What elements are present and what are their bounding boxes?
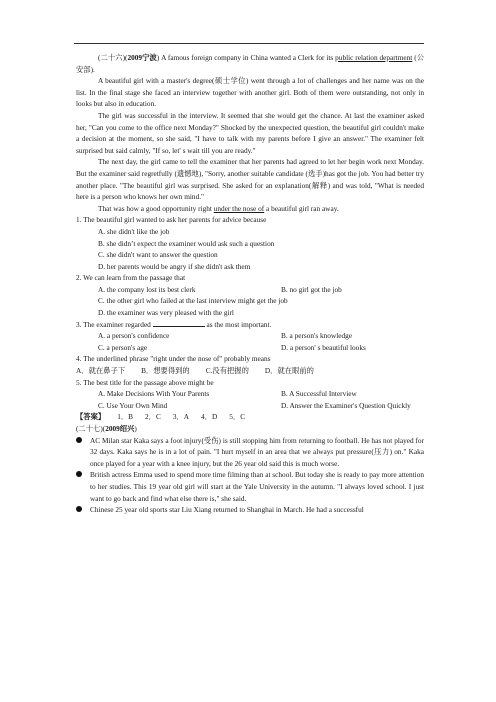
question-4-option-b: B．想要得到的 bbox=[141, 366, 190, 376]
answer-1: 1．B bbox=[117, 412, 133, 422]
top-divider bbox=[74, 43, 424, 44]
paragraph-4-end: a beautiful girl ran away. bbox=[264, 203, 339, 213]
question-4-option-c: C.没有把握的 bbox=[205, 366, 249, 376]
question-4-option-d: D．就在眼前的 bbox=[264, 366, 314, 376]
question-2-option-b: B. no girl got the job bbox=[281, 284, 342, 294]
bullet-icon bbox=[76, 437, 82, 443]
answer-4: 4．D bbox=[201, 412, 218, 422]
title-underlined: public relation department bbox=[335, 53, 413, 62]
paragraph-3: The next day, the girl came to tell the examiner that her parents had agreed to let her begin work next Monday. But the examiner said regretfully (遗憾地), "Sorry, another suitable candidate (选手)has got the job. You had better try another place. "The beautiful girl was surprised. She asked for an explanation(解释) and was told, "What is needed here is a person who knows her own mind." bbox=[76, 157, 424, 202]
paragraph-4-text: That was how a good opportunity right bbox=[98, 203, 214, 213]
answer-key bbox=[76, 411, 424, 423]
question-2-option-d: D. the examiner was very pleased with the girl bbox=[98, 308, 234, 318]
passage-27-title bbox=[76, 423, 424, 435]
underlined-phrase: under the nose of bbox=[213, 203, 265, 213]
paragraph-4 bbox=[76, 203, 424, 215]
title-suffix: (公安部). bbox=[76, 53, 424, 74]
question-5-row-ab bbox=[76, 388, 424, 400]
question-3-stem bbox=[76, 319, 424, 331]
question-5-option-d: D. Answer the Examiner's Question Quickly bbox=[281, 400, 411, 410]
title-suffix: ) bbox=[134, 424, 137, 433]
title-text: ) A famous foreign company in China wanted a Clerk for its bbox=[156, 53, 336, 62]
paragraph-1: A beautiful girl with a master's degree(硕士学位) went through a lot of challenges and her name was on the list. In the final stage she faced an interview together with another girl. Both of them were outstanding, not only in looks but also in education. bbox=[76, 76, 424, 109]
title-prefix: (二十七)( bbox=[76, 424, 106, 433]
answer-label: 【答案】 bbox=[76, 412, 106, 422]
question-5-row-cd bbox=[76, 400, 424, 412]
question-3-option-c: C. a person's age bbox=[98, 342, 148, 352]
bullet-icon bbox=[76, 471, 82, 477]
title-year: 2009绍兴 bbox=[105, 424, 135, 433]
bullet-text: British actress Emma used to spend more time filming than at school. But today she is ready to pay more attention to her studies. This 19 year old girl will start at the Yale University in the autumn. "I always loved school. I just want to go back and find what else there is," she said. bbox=[90, 470, 424, 503]
paragraph-2: The girl was successful in the interview. It seemed that she would get the chance. At last the examiner asked her, "Can you come to the office next Monday?" Shocked by the unexpected question, the beautiful girl couldn't make a decision at the moment, so she said, "I have to talk with my parents before I give an answer." The examiner felt surprised but said calmly, "If so, let' s wait till you are ready." bbox=[76, 110, 424, 155]
question-1-option-b: B. she didn’t expect the examiner would ask such a question bbox=[98, 238, 275, 248]
question-3-row-ab bbox=[76, 330, 424, 342]
question-2-option-c: C. the other girl who failed at the last interview might get the job bbox=[98, 296, 288, 306]
answer-5: 5．C bbox=[229, 412, 246, 422]
question-3-option-d: D. a person' s beautiful looks bbox=[281, 342, 366, 352]
bullet-item bbox=[76, 435, 424, 470]
question-3-stem-end: as the most important. bbox=[206, 319, 272, 329]
question-5-option-c: C. Use Your Own Mind bbox=[98, 400, 168, 410]
question-1-option-c: C. she didn't want to answer the question bbox=[98, 250, 218, 260]
answer-2: 2．C bbox=[145, 412, 161, 422]
answer-3: 3．A bbox=[172, 412, 190, 422]
bullet-icon bbox=[76, 506, 82, 512]
document-content bbox=[76, 52, 424, 516]
bullet-text: Chinese 25 year old sports star Liu Xiang returned to Shanghai in March. He had a successful bbox=[90, 505, 364, 515]
question-4-options bbox=[76, 365, 424, 377]
question-5-option-b: B. A Successful Interview bbox=[281, 389, 357, 399]
question-2-stem: 2. We can learn from the passage that bbox=[76, 273, 186, 283]
question-3-row-cd bbox=[76, 342, 424, 354]
question-1-option-a: A. she didn't like the job bbox=[98, 226, 170, 236]
question-1-stem: 1. The beautiful girl wanted to ask her parents for advice because bbox=[76, 215, 267, 225]
question-2-option-a: A. the company lost its best clerk bbox=[98, 284, 196, 294]
bullet-item bbox=[76, 504, 424, 516]
question-1-option-d: D. her parents would be angry if she didn't ask them bbox=[98, 261, 251, 271]
question-5-stem: 5. The best title for the passage above might be bbox=[76, 377, 214, 387]
passage-26-title bbox=[76, 52, 424, 75]
question-4-stem: 4. The underlined phrase "right under the nose of" probably means bbox=[76, 354, 271, 364]
question-4-option-a: A．就在鼻子下 bbox=[76, 366, 126, 376]
bullet-item bbox=[76, 469, 424, 504]
question-2-row-ab bbox=[76, 284, 424, 296]
title-year: 2009宁波 bbox=[127, 53, 157, 62]
answer-blank bbox=[153, 319, 205, 327]
question-5-option-a: A. Make Decisions With Your Parents bbox=[98, 389, 210, 399]
question-3-stem-text: 3. The examiner regarded bbox=[76, 319, 151, 329]
question-3-option-b: B. a person's knowledge bbox=[281, 331, 353, 341]
question-3-option-a: A. a person's confidence bbox=[98, 331, 170, 341]
bullet-text: AC Milan star Kaka says a foot injury(受伤) is still stopping him from returning to football. He has not played for 32 days. Kaka says he is in a lot of pain. "I hurt myself in an area that we always put pressure(压力) on." Kaka once played for a year with a knee injury, but the 26 year old said this is much worse. bbox=[90, 435, 424, 468]
title-prefix: (二十六)( bbox=[98, 53, 128, 62]
